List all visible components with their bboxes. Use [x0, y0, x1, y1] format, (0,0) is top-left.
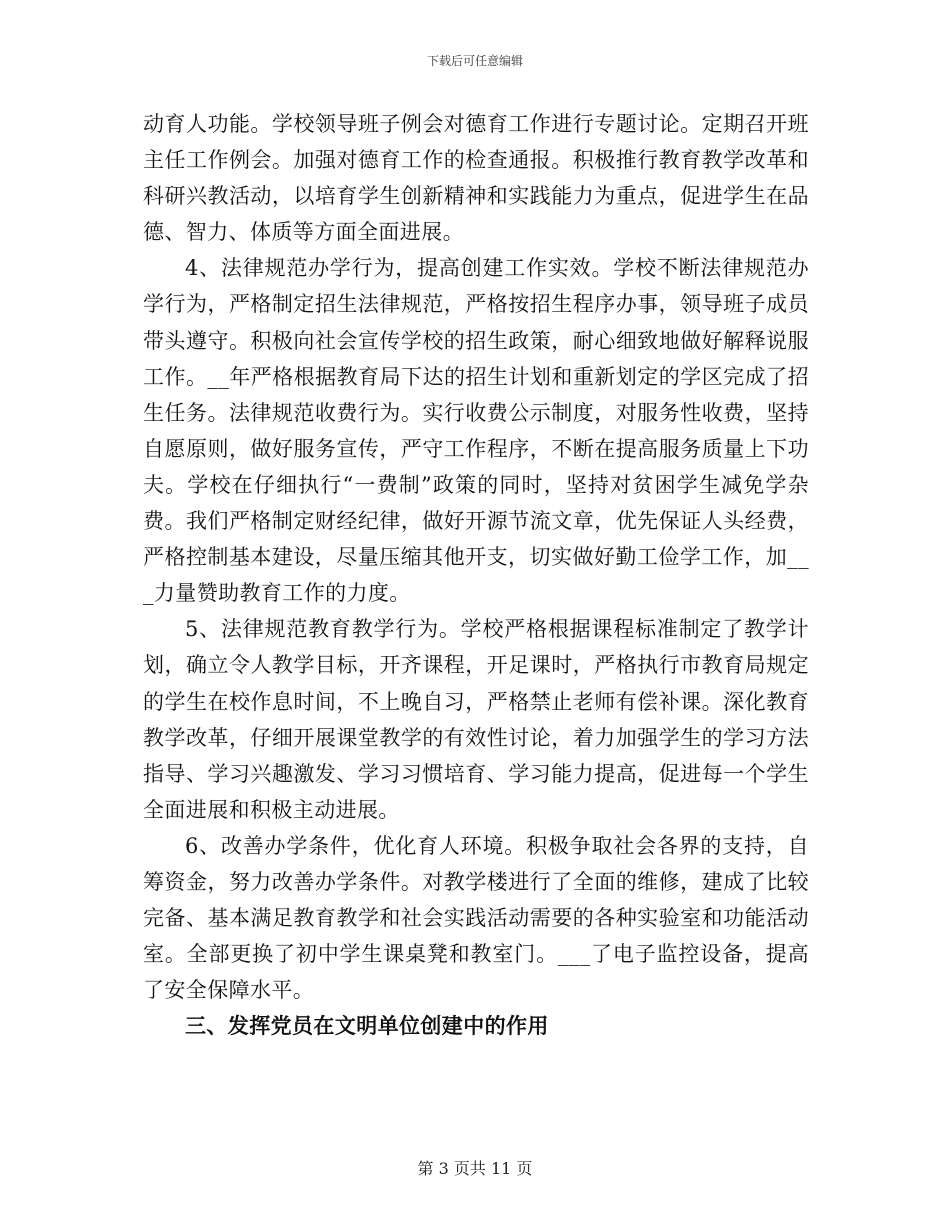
page-footer: 第 3 页共 11 页 [417, 1159, 533, 1178]
paragraph-item-4: 4、法律规范办学行为，提高创建工作实效。学校不断法律规范办学行为，严格制定招生法律规范，严格按招生程序办事，领导班子成员带头遵守。积极向社会宣传学校的招生政策，耐心细致地做好解释说服工作。__年严格根据教育局下达的招生计划和重新划定的学区完成了招生任务。法律规范收费行为。实行收费公示制度，对服务性收费，坚持自愿原则，做好服务宣传，严守工作程序，不断在提高服务质量上下功夫。学校在仔细执行“一费制”政策的同时，坚持对贫困学生减免学杂费。我们严格制定财经纪律，做好开源节流文章，优先保证人头经费，严格控制基本建设，尽量压缩其他开支，切实做好勤工俭学工作，加___力量赞助教育工作的力度。 [143, 256, 809, 606]
document-body [143, 106, 809, 1044]
paragraph-item-6: 6、改善办学条件，优化育人环境。积极争取社会各界的支持，自筹资金，努力改善办学条件。对教学楼进行了全面的维修，建成了比较完备、基本满足教育教学和社会实践活动需要的各种实验室和功能活动室。全部更换了初中学生课桌凳和教室门。___了电子监控设备，提高了安全保障水平。 [143, 833, 809, 1003]
paragraph-item-5: 5、法律规范教育教学行为。学校严格根据课程标准制定了教学计划，确立令人教学目标，开齐课程，开足课时，严格执行市教育局规定的学生在校作息时间，不上晚自习，严格禁止老师有偿补课。深化教育教学改革，仔细开展课堂教学的有效性讨论，着力加强学生的学习方法指导、学习兴趣激发、学习习惯培育、学习能力提高，促进每一个学生全面进展和积极主动进展。 [143, 617, 809, 822]
section-heading: 三、发挥党员在文明单位创建中的作用 [185, 1013, 549, 1039]
paragraph-continued: 动育人功能。学校领导班子例会对德育工作进行专题讨论。定期召开班主任工作例会。加强对德育工作的检查通报。积极推行教育教学改革和科研兴教活动，以培育学生创新精神和实践能力为重点，促进学生在品德、智力、体质等方面全面进展。 [143, 112, 809, 245]
page-header: 下载后可任意编辑 [426, 54, 523, 68]
